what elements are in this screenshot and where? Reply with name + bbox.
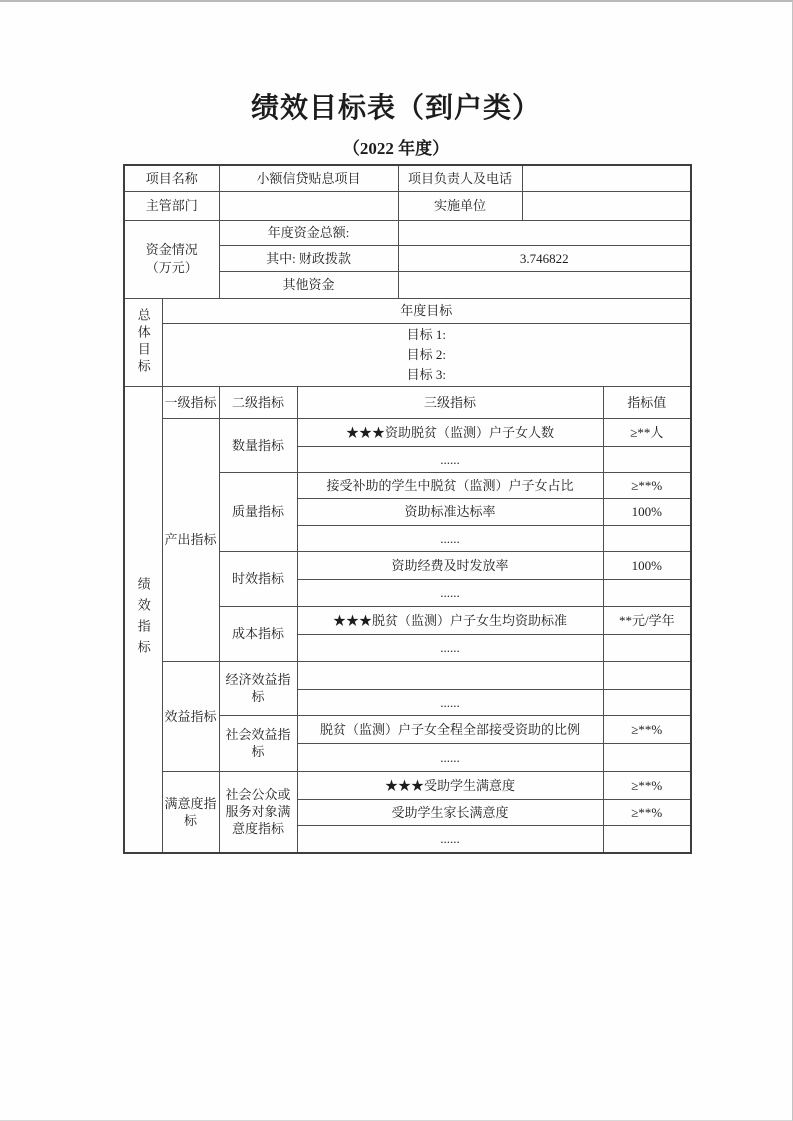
fiscal-allocation-value: 3.746822 [398,245,691,271]
performance-target-table [123,164,692,854]
department-label: 主管部门 [124,191,219,220]
level2-cost: 成本指标 [219,606,297,661]
project-manager-label: 项目负责人及电话 [398,165,522,191]
indicator-value: 100% [603,551,691,579]
indicator-value [603,446,691,472]
indicator-text: 受助学生家长满意度 [297,799,603,825]
level2-social-benefit: 社会效益指标 [219,715,297,771]
indicator-text: ★★★脱贫（监测）户子女生均资助标准 [297,606,603,634]
overall-goal-side-label [124,298,162,386]
indicator-value: ≥**% [603,799,691,825]
indicator-value [603,743,691,771]
annual-total-label: 年度资金总额: [219,220,398,245]
page-subtitle: （2022 年度） [342,139,450,158]
indicator-text: ...... [297,634,603,661]
goal-1: 目标 1: [406,326,446,342]
indicator-value [603,661,691,689]
indicator-text [297,661,603,689]
implementing-unit-label: 实施单位 [398,191,522,220]
table-row [124,165,691,191]
indicator-text: ...... [297,825,603,853]
performance-indicator-vertical-text: 绩效指标 [135,577,151,662]
other-funds-value [398,271,691,298]
indicator-value [603,525,691,551]
value-header: 指标值 [603,386,691,418]
indicator-value [603,825,691,853]
table-row [124,418,691,446]
level2-economic-benefit: 经济效益指标 [219,661,297,715]
table-row [124,386,691,418]
indicator-text: ...... [297,743,603,771]
indicator-text: ★★★资助脱贫（监测）户子女人数 [297,418,603,446]
level1-benefit: 效益指标 [162,661,219,771]
table-row [124,220,691,245]
indicator-value: **元/学年 [603,606,691,634]
level1-satisfaction: 满意度指标 [162,771,219,853]
overall-goal-vertical-text: 总体目标 [135,308,151,376]
table-row [124,323,691,386]
annual-total-value [398,220,691,245]
indicator-value: ≥**% [603,715,691,743]
indicator-text: ...... [297,446,603,472]
annual-goal-header: 年度目标 [162,298,691,323]
performance-indicator-side-label [124,386,162,853]
indicator-text: ...... [297,525,603,551]
table-row [124,298,691,323]
table-row [124,661,691,689]
indicator-text: 资助标准达标率 [297,498,603,525]
indicator-text: 资助经费及时发放率 [297,551,603,579]
project-name-label: 项目名称 [124,165,219,191]
project-manager-value [522,165,691,191]
table-row [124,191,691,220]
level2-header: 二级指标 [219,386,297,418]
annual-goal-content [162,323,691,386]
indicator-text: ★★★受助学生满意度 [297,771,603,799]
funding-label-line2: （万元） [145,260,198,275]
level3-header: 三级指标 [297,386,603,418]
other-funds-label: 其他资金 [219,271,398,298]
indicator-value: ≥**% [603,771,691,799]
indicator-value [603,634,691,661]
indicator-value: ≥**% [603,472,691,498]
implementing-unit-value [522,191,691,220]
indicator-value: 100% [603,498,691,525]
level2-quantity: 数量指标 [219,418,297,472]
level1-output: 产出指标 [162,418,219,661]
page-title: 绩效目标表（到户类） [250,93,541,124]
level2-public-satisfaction: 社会公众或服务对象满意度指标 [219,771,297,853]
funding-section-label [124,220,219,298]
table-row [124,771,691,799]
indicator-value [603,689,691,715]
fiscal-allocation-label: 其中: 财政拨款 [219,245,398,271]
project-name-value: 小额信贷贴息项目 [219,165,398,191]
level1-header: 一级指标 [162,386,219,418]
goal-2: 目标 2: [406,346,446,362]
level2-timeliness: 时效指标 [219,551,297,606]
indicator-value [603,579,691,606]
indicator-text: 脱贫（监测）户子女全程全部接受资助的比例 [297,715,603,743]
department-value [219,191,398,220]
funding-label-line1: 资金情况 [145,242,198,257]
indicator-text: ...... [297,689,603,715]
indicator-text: 接受补助的学生中脱贫（监测）户子女占比 [297,472,603,498]
goal-3: 目标 3: [406,366,446,382]
indicator-value: ≥**人 [603,418,691,446]
level2-quality: 质量指标 [219,472,297,551]
indicator-text: ...... [297,579,603,606]
